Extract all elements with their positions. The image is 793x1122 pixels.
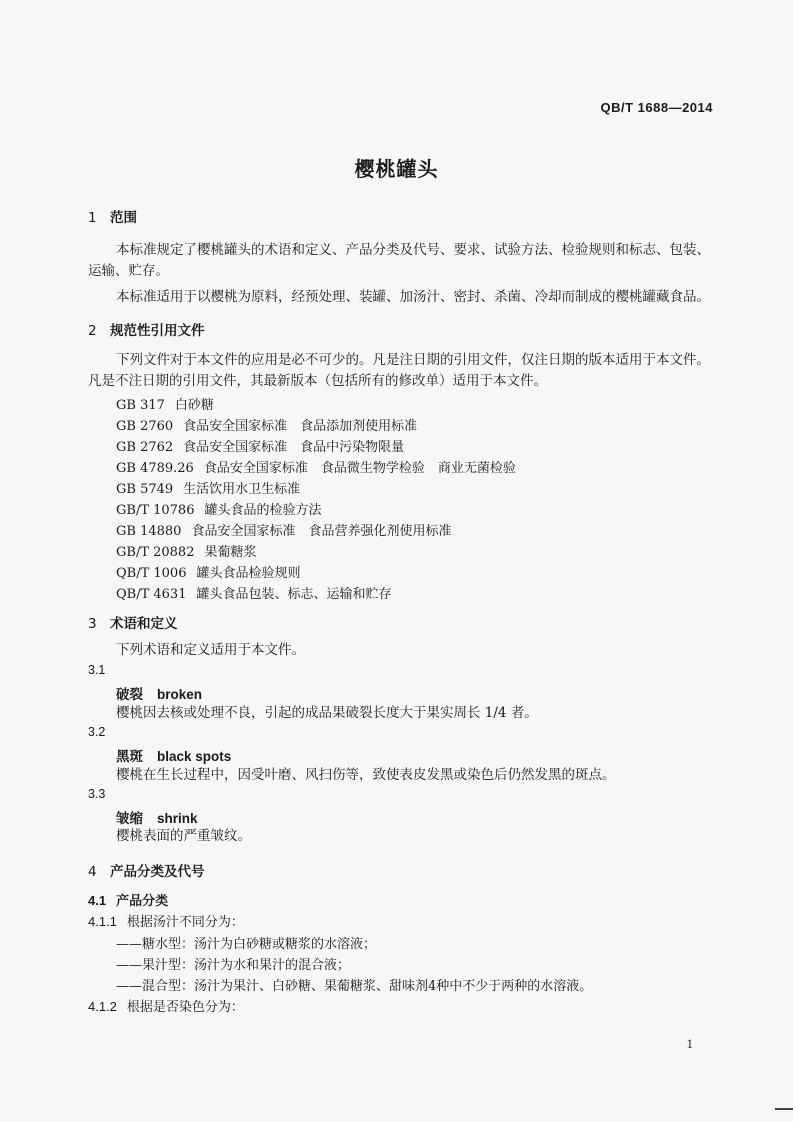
section-1-heading	[88, 206, 137, 226]
scope-paragraph-1-line-1: 本标准规定了樱桃罐头的术语和定义、产品分类及代号、要求、试验方法、检验规则和标志、包装、	[116, 242, 710, 258]
list-item: ——混合型：汤汁为果汁、白砂糖、果葡糖浆、甜味剂4种中不少于两种的水溶液。	[116, 979, 593, 994]
subclause-4-1-2: 4.1.2 根据是否染色分为：	[88, 999, 244, 1015]
reference-item: GB 4789.26 食品安全国家标准 食品微生物学检验 商业无菌检验	[116, 461, 516, 476]
section-title: 产品分类及代号	[110, 864, 205, 880]
reference-item: GB 14880 食品安全国家标准 食品营养强化剂使用标准	[116, 524, 452, 539]
clause-number: 3.3	[88, 787, 106, 801]
section-title: 术语和定义	[110, 616, 178, 632]
references-intro-line-2: 凡是不注日期的引用文件，其最新版本（包括所有的修改单）适用于本文件。	[88, 373, 547, 389]
scan-edge-mark	[775, 1108, 793, 1110]
reference-item: GB 2760 食品安全国家标准 食品添加剂使用标准	[116, 419, 418, 434]
reference-item: QB/T 4631 罐头食品包装、标志、运输和贮存	[116, 587, 392, 602]
subclause-4-1: 4.1 产品分类	[88, 893, 169, 909]
list-item: ——果汁型：汤汁为水和果汁的混合液；	[116, 958, 351, 973]
term-definition: 樱桃因去核或处理不良，引起的成品果破裂长度大于果实周长 1/4 者。	[116, 705, 538, 721]
term-definition: 樱桃表面的严重皱纹。	[116, 828, 251, 844]
reference-item: GB 2762 食品安全国家标准 食品中污染物限量	[116, 440, 405, 455]
scope-paragraph-1-line-2: 运输、贮存。	[88, 263, 169, 279]
section-2-heading	[88, 319, 205, 339]
references-intro-line-1: 下列文件对于本文件的应用是必不可少的。凡是注日期的引用文件，仅注日期的版本适用于本文件。	[116, 352, 710, 368]
terms-intro: 下列术语和定义适用于本文件。	[116, 642, 305, 658]
list-item: ——糖水型：汤汁为白砂糖或糖浆的水溶液；	[116, 937, 377, 952]
section-4-heading	[88, 860, 205, 880]
reference-item: GB/T 10786 罐头食品的检验方法	[116, 503, 322, 518]
term-heading: 破裂 broken	[116, 687, 203, 703]
section-3-heading	[88, 612, 178, 632]
term-heading: 皱缩 shrink	[116, 811, 198, 827]
page-title: 樱桃罐头	[354, 157, 439, 181]
clause-number: 3.1	[88, 663, 106, 677]
page-number: 1	[686, 1036, 693, 1051]
reference-item: QB/T 1006 罐头食品检验规则	[116, 566, 301, 581]
section-number: 4	[88, 864, 97, 880]
section-number: 3	[88, 616, 97, 632]
section-number: 2	[88, 323, 97, 339]
section-number: 1	[88, 210, 97, 226]
section-title: 规范性引用文件	[110, 323, 205, 339]
term-definition: 樱桃在生长过程中，因受叶磨、风扫伤等，致使表皮发黑或染色后仍然发黑的斑点。	[116, 767, 616, 783]
section-title: 范围	[110, 210, 137, 226]
reference-item: GB/T 20882 果葡糖浆	[116, 545, 257, 560]
standard-code: QB/T 1688—2014	[600, 100, 713, 115]
term-heading: 黑斑 black spots	[116, 749, 232, 765]
subclause-4-1-1: 4.1.1 根据汤汁不同分为：	[88, 914, 244, 930]
clause-number: 3.2	[88, 725, 106, 739]
scope-paragraph-2: 本标准适用于以樱桃为原料，经预处理、装罐、加汤汁、密封、杀菌、冷却而制成的樱桃罐藏食品。	[116, 289, 710, 305]
reference-item: GB 5749 生活饮用水卫生标准	[116, 482, 301, 497]
reference-item: GB 317 白砂糖	[116, 398, 214, 413]
